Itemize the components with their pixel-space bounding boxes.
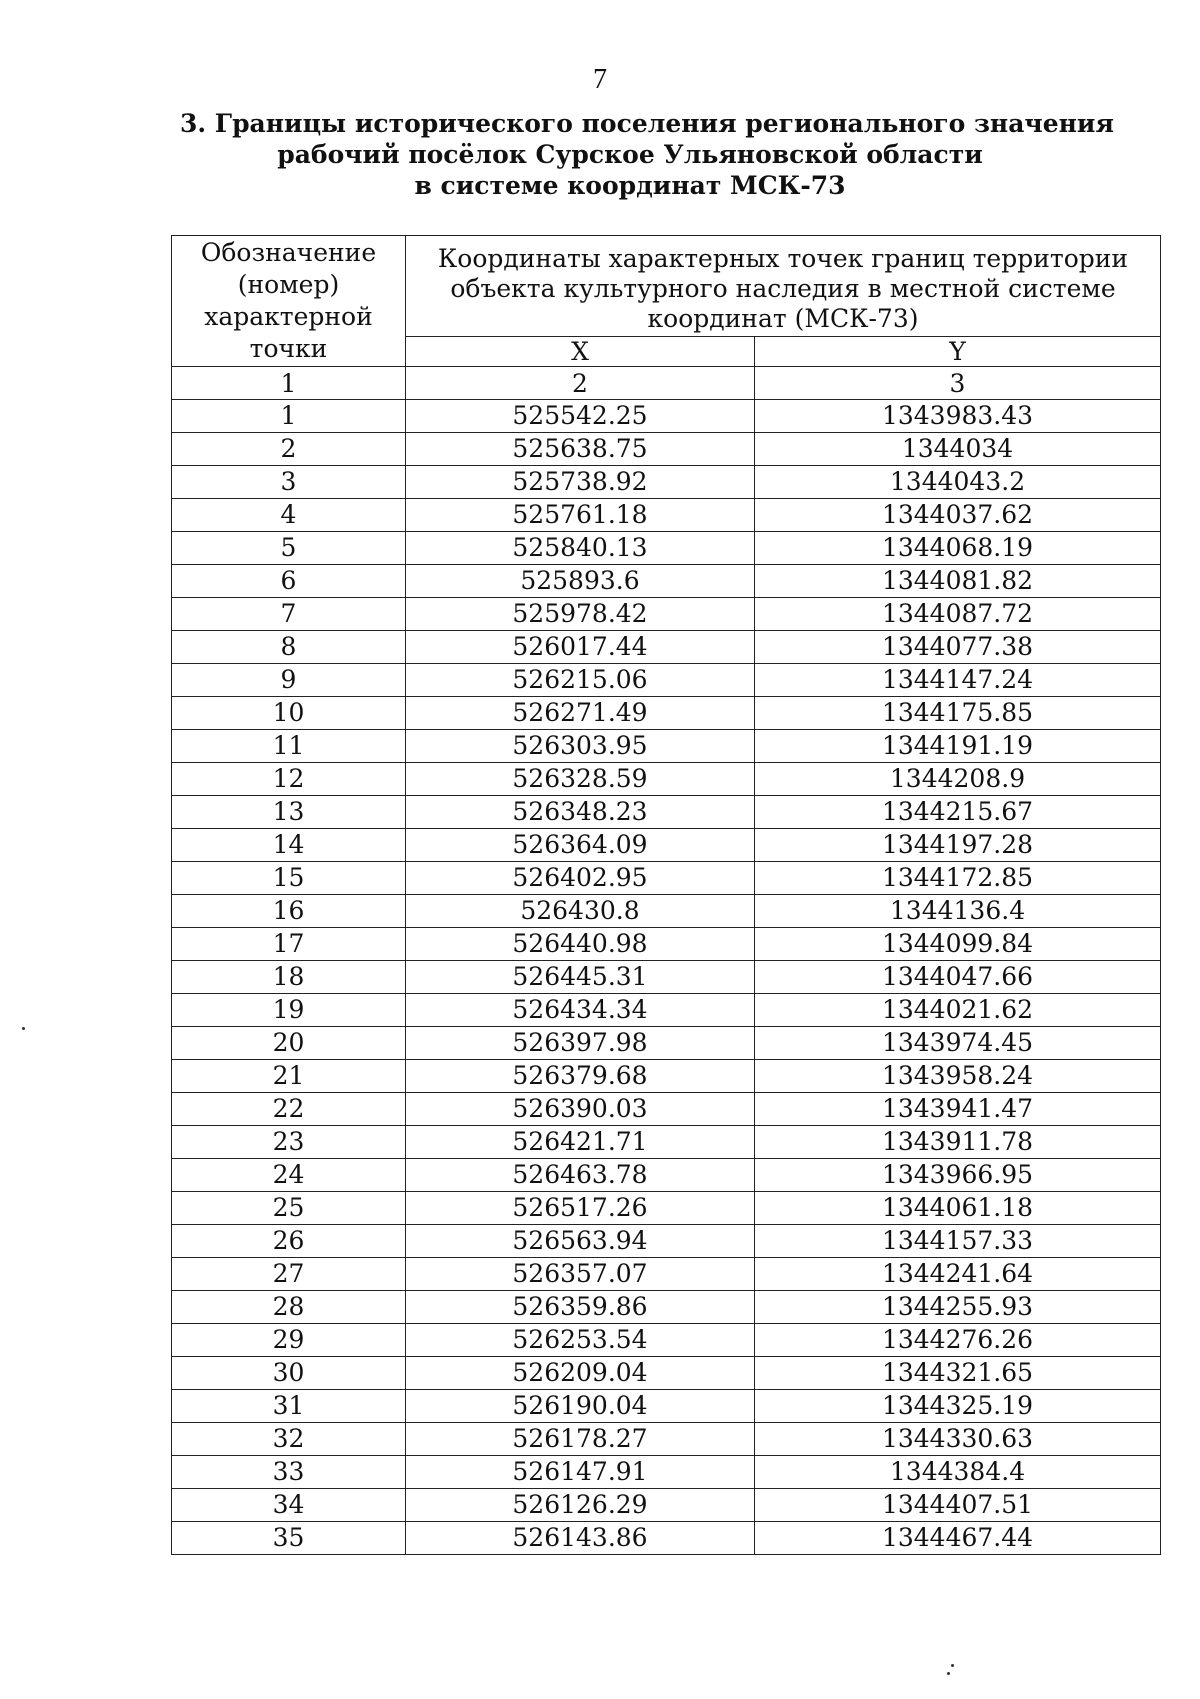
table-row [172,1291,1161,1324]
point-number-cell: 31 [172,1390,406,1423]
x-coordinate-cell: 526359.86 [406,1291,755,1324]
table-row [172,499,1161,532]
y-coordinate-cell: 1344047.66 [755,961,1161,994]
coordinates-table [171,235,1161,1555]
table-row [172,565,1161,598]
scan-speck [947,1672,950,1675]
header-y: Y [755,337,1161,367]
x-coordinate-cell: 526379.68 [406,1060,755,1093]
y-coordinate-cell: 1344081.82 [755,565,1161,598]
y-coordinate-cell: 1344099.84 [755,928,1161,961]
table-row [172,1324,1161,1357]
x-coordinate-cell: 526303.95 [406,730,755,763]
header-coordinates: Координаты характерных точек границ территории объекта культурного наследия в местной системе координат (МСК-73) [406,236,1161,337]
point-number-cell: 18 [172,961,406,994]
x-coordinate-cell: 526430.8 [406,895,755,928]
scan-speck [951,1664,954,1667]
scan-speck [22,1027,25,1030]
y-coordinate-cell: 1343974.45 [755,1027,1161,1060]
x-coordinate-cell: 526421.71 [406,1126,755,1159]
point-number-cell: 17 [172,928,406,961]
point-number-cell: 5 [172,532,406,565]
table-row [172,466,1161,499]
x-coordinate-cell: 526517.26 [406,1192,755,1225]
section-title [180,108,1114,201]
table-row [172,1126,1161,1159]
table-body [172,400,1161,1555]
table-row [172,829,1161,862]
x-coordinate-cell: 526147.91 [406,1456,755,1489]
table-row [172,1093,1161,1126]
section-title-line: рабочий посёлок Сурское Ульяновской области [277,140,983,169]
point-number-cell: 1 [172,400,406,433]
header-point-designation: Обозначение (номер) характерной точки [172,236,406,367]
x-coordinate-cell: 526178.27 [406,1423,755,1456]
x-coordinate-cell: 526348.23 [406,796,755,829]
x-coordinate-cell: 526434.34 [406,994,755,1027]
x-coordinate-cell: 526445.31 [406,961,755,994]
x-coordinate-cell: 526563.94 [406,1225,755,1258]
y-coordinate-cell: 1343983.43 [755,400,1161,433]
x-coordinate-cell: 526390.03 [406,1093,755,1126]
x-coordinate-cell: 526463.78 [406,1159,755,1192]
y-coordinate-cell: 1344467.44 [755,1522,1161,1555]
y-coordinate-cell: 1344136.4 [755,895,1161,928]
section-title-line: 3. Границы исторического поселения регионального значения [180,109,1114,138]
point-number-cell: 28 [172,1291,406,1324]
point-number-cell: 14 [172,829,406,862]
x-coordinate-cell: 525638.75 [406,433,755,466]
point-number-cell: 27 [172,1258,406,1291]
table-row [172,1357,1161,1390]
x-coordinate-cell: 526402.95 [406,862,755,895]
x-coordinate-cell: 526190.04 [406,1390,755,1423]
table-row [172,1423,1161,1456]
y-coordinate-cell: 1344276.26 [755,1324,1161,1357]
point-number-cell: 15 [172,862,406,895]
x-coordinate-cell: 525542.25 [406,400,755,433]
table-row [172,532,1161,565]
x-coordinate-cell: 526017.44 [406,631,755,664]
x-coordinate-cell: 526397.98 [406,1027,755,1060]
point-number-cell: 32 [172,1423,406,1456]
x-coordinate-cell: 526215.06 [406,664,755,697]
x-coordinate-cell: 525761.18 [406,499,755,532]
y-coordinate-cell: 1344043.2 [755,466,1161,499]
y-coordinate-cell: 1344197.28 [755,829,1161,862]
y-coordinate-cell: 1344037.62 [755,499,1161,532]
y-coordinate-cell: 1344157.33 [755,1225,1161,1258]
header-x: X [406,337,755,367]
y-coordinate-cell: 1343911.78 [755,1126,1161,1159]
table-row [172,1159,1161,1192]
point-number-cell: 23 [172,1126,406,1159]
table-row [172,631,1161,664]
table-row [172,961,1161,994]
y-coordinate-cell: 1344255.93 [755,1291,1161,1324]
point-number-cell: 20 [172,1027,406,1060]
y-coordinate-cell: 1343941.47 [755,1093,1161,1126]
table-row [172,697,1161,730]
point-number-cell: 10 [172,697,406,730]
y-coordinate-cell: 1344407.51 [755,1489,1161,1522]
y-coordinate-cell: 1344325.19 [755,1390,1161,1423]
table-row [172,1522,1161,1555]
point-number-cell: 4 [172,499,406,532]
table-row [172,1456,1161,1489]
table-row [172,598,1161,631]
point-number-cell: 22 [172,1093,406,1126]
column-number: 2 [406,367,755,400]
point-number-cell: 13 [172,796,406,829]
y-coordinate-cell: 1344034 [755,433,1161,466]
x-coordinate-cell: 526143.86 [406,1522,755,1555]
point-number-cell: 19 [172,994,406,1027]
table-row [172,895,1161,928]
point-number-cell: 26 [172,1225,406,1258]
table-row [172,862,1161,895]
x-coordinate-cell: 525738.92 [406,466,755,499]
y-coordinate-cell: 1344147.24 [755,664,1161,697]
table-row [172,664,1161,697]
x-coordinate-cell: 526357.07 [406,1258,755,1291]
point-number-cell: 33 [172,1456,406,1489]
x-coordinate-cell: 525978.42 [406,598,755,631]
y-coordinate-cell: 1344384.4 [755,1456,1161,1489]
table-row [172,1489,1161,1522]
table-row [172,994,1161,1027]
y-coordinate-cell: 1344191.19 [755,730,1161,763]
point-number-cell: 6 [172,565,406,598]
y-coordinate-cell: 1344321.65 [755,1357,1161,1390]
y-coordinate-cell: 1344061.18 [755,1192,1161,1225]
point-number-cell: 11 [172,730,406,763]
x-coordinate-cell: 526328.59 [406,763,755,796]
section-title-line: в системе координат МСК-73 [414,171,846,200]
y-coordinate-cell: 1344330.63 [755,1423,1161,1456]
y-coordinate-cell: 1344068.19 [755,532,1161,565]
x-coordinate-cell: 526253.54 [406,1324,755,1357]
x-coordinate-cell: 526126.29 [406,1489,755,1522]
y-coordinate-cell: 1344087.72 [755,598,1161,631]
table-row [172,1225,1161,1258]
table-row [172,433,1161,466]
y-coordinate-cell: 1344175.85 [755,697,1161,730]
point-number-cell: 9 [172,664,406,697]
table-row [172,1027,1161,1060]
x-coordinate-cell: 526209.04 [406,1357,755,1390]
table-row [172,1192,1161,1225]
y-coordinate-cell: 1344215.67 [755,796,1161,829]
table-row [172,1258,1161,1291]
table-row [172,928,1161,961]
table-row [172,1060,1161,1093]
point-number-cell: 3 [172,466,406,499]
point-number-cell: 8 [172,631,406,664]
point-number-cell: 30 [172,1357,406,1390]
y-coordinate-cell: 1344021.62 [755,994,1161,1027]
table-row [172,730,1161,763]
page-number: 7 [593,64,607,95]
column-number: 3 [755,367,1161,400]
y-coordinate-cell: 1343958.24 [755,1060,1161,1093]
point-number-cell: 35 [172,1522,406,1555]
table-row [172,796,1161,829]
y-coordinate-cell: 1343966.95 [755,1159,1161,1192]
y-coordinate-cell: 1344241.64 [755,1258,1161,1291]
column-number: 1 [172,367,406,400]
x-coordinate-cell: 525893.6 [406,565,755,598]
point-number-cell: 24 [172,1159,406,1192]
point-number-cell: 2 [172,433,406,466]
x-coordinate-cell: 526271.49 [406,697,755,730]
x-coordinate-cell: 526440.98 [406,928,755,961]
point-number-cell: 25 [172,1192,406,1225]
table-row [172,1390,1161,1423]
table-row [172,763,1161,796]
point-number-cell: 34 [172,1489,406,1522]
point-number-cell: 29 [172,1324,406,1357]
x-coordinate-cell: 526364.09 [406,829,755,862]
x-coordinate-cell: 525840.13 [406,532,755,565]
point-number-cell: 12 [172,763,406,796]
y-coordinate-cell: 1344172.85 [755,862,1161,895]
point-number-cell: 21 [172,1060,406,1093]
y-coordinate-cell: 1344077.38 [755,631,1161,664]
y-coordinate-cell: 1344208.9 [755,763,1161,796]
point-number-cell: 7 [172,598,406,631]
table-row [172,400,1161,433]
point-number-cell: 16 [172,895,406,928]
